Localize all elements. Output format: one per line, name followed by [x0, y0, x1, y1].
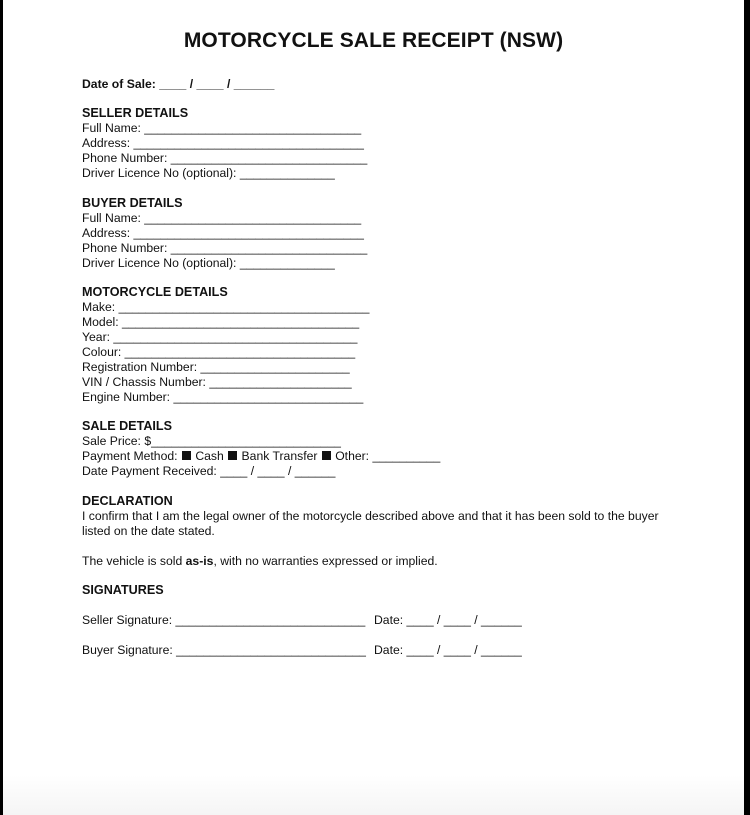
seller-phone: Phone Number: _____________________________ — [82, 151, 368, 165]
payment-method-row — [82, 449, 440, 464]
motorcycle-model: Model: ___________________________________ — [82, 315, 360, 329]
as-is-emphasis: as-is — [185, 554, 214, 568]
date-payment-received: Date Payment Received: ____ / ____ / ______ — [82, 464, 336, 478]
seller-full-name: Full Name: ________________________________ — [82, 121, 362, 135]
motorcycle-make: Make: _____________________________________ — [82, 300, 370, 314]
buyer-phone: Phone Number: _____________________________ — [82, 241, 368, 255]
checkbox-other — [322, 451, 331, 460]
document-page — [3, 0, 744, 815]
buyer-licence: Driver Licence No (optional): ______________ — [82, 256, 335, 270]
declaration-paragraph: I confirm that I am the legal owner of the motorcycle described above and that it has been sold to the buyer listed on the date stated. — [82, 509, 659, 538]
seller-heading: SELLER DETAILS — [82, 106, 189, 120]
motorcycle-registration: Registration Number: ______________________ — [82, 360, 350, 374]
motorcycle-heading: MOTORCYCLE DETAILS — [82, 285, 228, 299]
declaration-heading: DECLARATION — [82, 494, 173, 508]
payment-option-bank: Bank Transfer — [241, 449, 318, 463]
seller-address: Address: __________________________________ — [82, 136, 364, 150]
checkbox-cash — [182, 451, 191, 460]
payment-option-other: Other: __________ — [335, 449, 441, 463]
signatures-heading: SIGNATURES — [82, 583, 164, 597]
buyer-full-name: Full Name: ________________________________ — [82, 211, 362, 225]
as-is-statement — [82, 554, 438, 569]
sale-heading: SALE DETAILS — [82, 419, 173, 433]
motorcycle-vin: VIN / Chassis Number: _____________________ — [82, 375, 352, 389]
motorcycle-colour: Colour: __________________________________ — [82, 345, 356, 359]
payment-option-cash: Cash — [195, 449, 224, 463]
page-bottom-edge — [3, 775, 744, 815]
as-is-post: , with no warranties expressed or implied. — [213, 554, 438, 568]
buyer-signature-date: Date: ____ / ____ / ______ — [374, 643, 522, 657]
date-of-sale: Date of Sale: ____ / ____ / ______ — [82, 77, 275, 91]
motorcycle-year: Year: ____________________________________ — [82, 330, 358, 344]
buyer-heading: BUYER DETAILS — [82, 196, 183, 210]
seller-licence: Driver Licence No (optional): ______________ — [82, 166, 335, 180]
sale-price: Sale Price: $____________________________ — [82, 434, 341, 448]
buyer-signature: Buyer Signature: ____________________________ — [82, 643, 366, 657]
seller-signature: Seller Signature: ____________________________ — [82, 613, 366, 627]
checkbox-bank-transfer — [228, 451, 237, 460]
seller-signature-date: Date: ____ / ____ / ______ — [374, 613, 522, 627]
payment-method-label: Payment Method: — [82, 449, 178, 463]
as-is-pre: The vehicle is sold — [82, 554, 186, 568]
page-title: MOTORCYCLE SALE RECEIPT (NSW) — [183, 29, 564, 52]
buyer-address: Address: __________________________________ — [82, 226, 364, 240]
motorcycle-engine: Engine Number: ____________________________ — [82, 390, 364, 404]
